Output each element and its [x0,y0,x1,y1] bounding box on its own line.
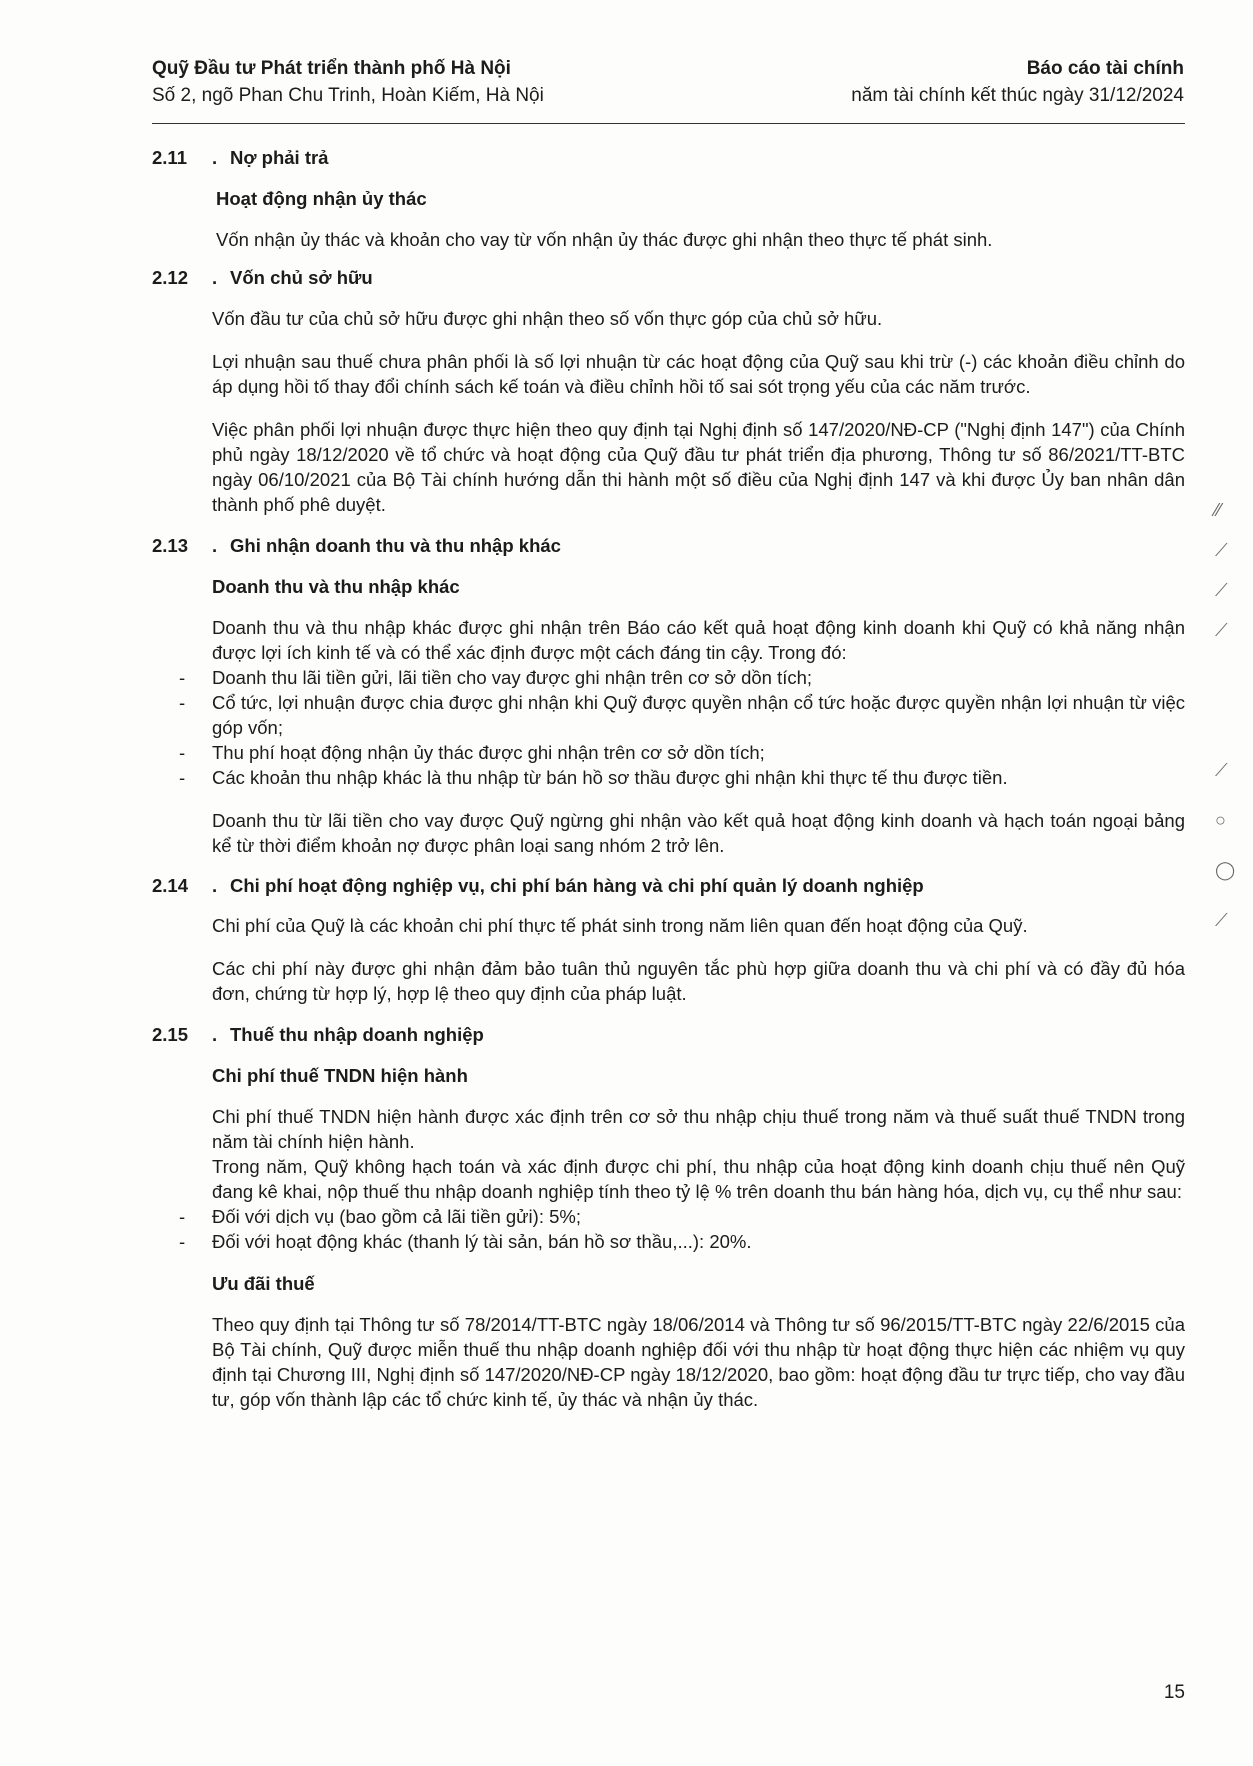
paragraph: Theo quy định tại Thông tư số 78/2014/TT-BTC ngày 18/06/2014 và Thông tư số 96/2015/TT-BTC ngày 22/6/2015 của Bộ Tài chính, Quỹ được miễn thuế thu nhập doanh nghiệp đối với thu nhập từ hoạt động thực hiện các nhiệm vụ quy định tại Chương III, Nghị định số 147/2020/NĐ-CP ngày 18/12/2020, bao gồm: hoạt động đầu tư trực tiếp, cho vay đầu tư, góp vốn thành lập các tổ chức kinh tế, ủy thác và nhận ủy thác. [212,1314,1185,1410]
list-item: - Cổ tức, lợi nhuận được chia được ghi nhận khi Quỹ được quyền nhận cổ tức hoặc được quyền nhận lợi nhuận từ việc góp vốn; [179,690,1185,740]
page-header [152,58,1184,107]
paragraph: Doanh thu và thu nhập khác được ghi nhận trên Báo cáo kết quả hoạt động kinh doanh khi Quỹ có khả năng nhận được lợi ích kinh tế và có thể xác định được một cách đáng tin cậy. Trong đó: - Doanh thu lãi tiền gửi, lãi tiền cho vay được ghi nhận trên cơ sở dồn tích; - Cổ tức, lợi nhuận được chia được ghi nhận khi Quỹ được quyền nhận cổ tức hoặc được quyền nhận lợi nhuận từ việc góp vốn; - Thu phí hoạt động nhận ủy thác được ghi nhận trên cơ sở dồn tích; - Các khoản thu nhập khác là thu nhập từ bán hồ sơ thầu được ghi nhận khi thực tế thu được tiền. Doanh thu từ lãi tiền cho vay được Quỹ ngừng ghi nhận vào kết quả hoạt động kinh doanh và hạch toán ngoại bảng kể từ thời điểm khoản nợ được phân loại sang nhóm 2 trở lên. [212,615,1185,858]
paragraph: Chi phí thuế TNDN hiện hành được xác định trên cơ sở thu nhập chịu thuế trong năm và thuế suất thuế TNDN trong năm tài chính hiện hành. Trong năm, Quỹ không hạch toán và xác định được chi phí, thu nhập của hoạt động kinh doanh chịu thuế nên Quỹ đang kê khai, nộp thuế thu nhập doanh nghiệp tính theo tỷ lệ % trên doanh thu bán hàng hóa, dịch vụ, cụ thể như sau: - Đối với dịch vụ (bao gồm cả lãi tiền gửi): 5%; - Đối với hoạt động khác (thanh lý tài sản, bán hồ sơ thầu,...): 20%. [212,1104,1185,1254]
section-title: Chi phí hoạt động nghiệp vụ, chi phí bán hàng và chi phí quản lý doanh nghiệp [230,875,924,896]
paragraph: Chi phí của Quỹ là các khoản chi phí thực tế phát sinh trong năm liên quan đến hoạt động của Quỹ. Các chi phí này được ghi nhận đảm bảo tuân thủ nguyên tắc phù hợp giữa doanh thu và chi phí và có đầy đủ hóa đơn, chứng từ hợp lý, hợp lệ theo quy định của pháp luật. [212,915,1185,1004]
section-heading: 2.14 . Chi phí hoạt động nghiệp vụ, chi phí bán hàng và chi phí quản lý doanh nghiệp [152,875,924,896]
section-2-13 [152,534,1185,858]
list-item: - Doanh thu lãi tiền gửi, lãi tiền cho vay được ghi nhận trên cơ sở dồn tích; [179,665,1185,690]
org-name: Quỹ Đầu tư Phát triển thành phố Hà Nội [152,58,511,79]
subheading: Ưu đãi thuế [212,1273,315,1294]
list-item: - Các khoản thu nhập khác là thu nhập từ bán hồ sơ thầu được ghi nhận khi thực tế thu được tiền. [179,765,1185,790]
page-number: 15 [1163,1682,1185,1703]
bullet-list [212,1204,1185,1254]
margin-stamp-marks: ⁄⁄ ⟋ ⟋ ⟋ ⟋ ○ ◯ ⟋ [1215,500,1236,930]
org-address: Số 2, ngõ Phan Chu Trinh, Hoàn Kiếm, Hà Nội [152,85,544,106]
bullet-list [212,665,1185,790]
document-body [152,146,1185,1412]
section-number: 2.15 [152,1024,189,1045]
section-title: Thuế thu nhập doanh nghiệp [230,1024,484,1045]
header-divider [152,123,1185,124]
paragraph: Vốn đầu tư của chủ sở hữu được ghi nhận theo số vốn thực góp của chủ sở hữu. Lợi nhuận sau thuế chưa phân phối là số lợi nhuận từ các hoạt động của Quỹ sau khi trừ (-) các khoản điều chỉnh do áp dụng hồi tố thay đổi chính sách kế toán và điều chỉnh hồi tố sai sót trọng yếu của các năm trước. Việc phân phối lợi nhuận được thực hiện theo quy định tại Nghị định số 147/2020/NĐ-CP ("Nghị định 147") của Chính phủ ngày 18/12/2020 về tổ chức và hoạt động của Quỹ đầu tư phát triển địa phương, Thông tư số 86/2021/TT-BTC ngày 06/10/2021 của Bộ Tài chính hướng dẫn thi hành một số điều của Nghị định 147 và khi được Ủy ban nhân dân thành phố phê duyệt. [212,308,1185,515]
section-title: Nợ phải trả [230,147,329,168]
section-title: Ghi nhận doanh thu và thu nhập khác [230,535,561,556]
section-2-15 [152,1023,1185,1412]
subheading: Hoạt động nhận ủy thác [216,188,427,209]
section-2-12 [152,266,1185,517]
section-heading: 2.15 . Thuế thu nhập doanh nghiệp [152,1024,484,1045]
section-2-14 [152,874,1185,1006]
report-title: Báo cáo tài chính [1026,58,1184,79]
paragraph: Vốn nhận ủy thác và khoản cho vay từ vốn nhận ủy thác được ghi nhận theo thực tế phát sinh. [216,229,993,250]
section-heading: 2.12 . Vốn chủ sở hữu [152,267,373,288]
section-number: 2.13 [152,535,189,556]
subheading: Chi phí thuế TNDN hiện hành [212,1065,468,1086]
section-number: 2.14 [152,875,189,896]
subheading: Doanh thu và thu nhập khác [212,576,460,597]
list-item: - Đối với dịch vụ (bao gồm cả lãi tiền gửi): 5%; [179,1204,1185,1229]
section-number: 2.12 [152,267,189,288]
section-2-11 [152,146,1185,252]
section-number: 2.11 [152,147,187,168]
report-period: năm tài chính kết thúc ngày 31/12/2024 [851,85,1184,106]
section-heading: 2.13 . Ghi nhận doanh thu và thu nhập khác [152,535,561,556]
list-item: - Đối với hoạt động khác (thanh lý tài sản, bán hồ sơ thầu,...): 20%. [179,1229,1185,1254]
section-title: Vốn chủ sở hữu [230,267,373,288]
section-heading: 2.11 . Nợ phải trả [152,147,329,168]
list-item: - Thu phí hoạt động nhận ủy thác được ghi nhận trên cơ sở dồn tích; [179,740,1185,765]
